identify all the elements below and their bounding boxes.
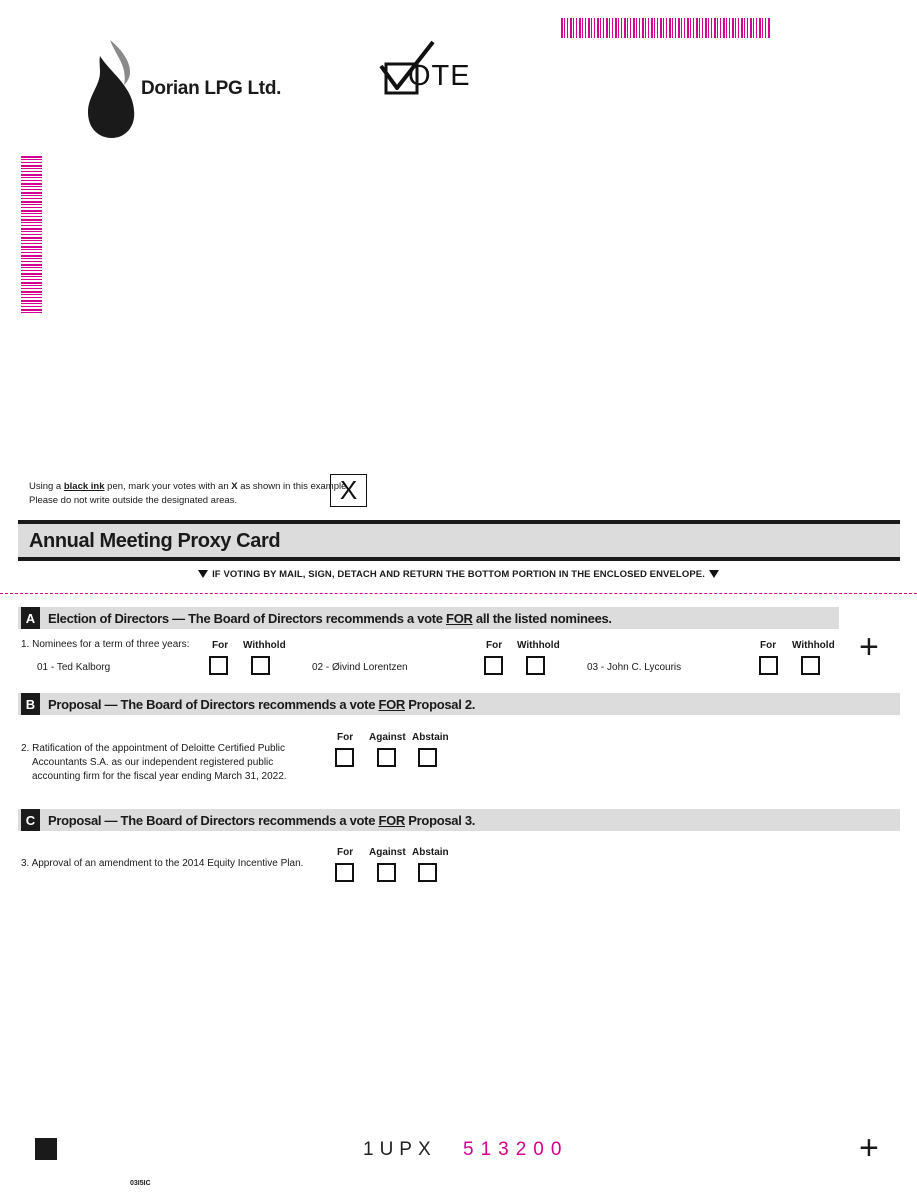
instruction-pre: Using a bbox=[29, 481, 64, 492]
side-barcode bbox=[21, 156, 42, 313]
card-title: Annual Meeting Proxy Card bbox=[29, 530, 281, 552]
nominee-2-withhold-checkbox[interactable] bbox=[526, 656, 545, 675]
proposal-2-line-1: 2. Ratification of the appointment of Deloitte Certified Public bbox=[21, 743, 286, 754]
instruction-x: X bbox=[231, 481, 238, 492]
section-a-letter: A bbox=[21, 607, 40, 629]
proposal-3-against-checkbox[interactable] bbox=[377, 863, 396, 882]
section-a-title-for: FOR bbox=[446, 611, 473, 626]
title-rule-bottom bbox=[18, 557, 900, 561]
form-code-small: 03I5IC bbox=[130, 1180, 151, 1187]
section-c-letter: C bbox=[21, 809, 40, 831]
p3-col-against: Against bbox=[369, 847, 406, 858]
section-b-title-pre: Proposal — The Board of Directors recommends a vote bbox=[48, 697, 379, 712]
section-b-title-post: Proposal 2. bbox=[404, 697, 476, 712]
section-a-title-post: all the listed nominees. bbox=[472, 611, 612, 626]
company-name: Dorian LPG Ltd. bbox=[141, 78, 282, 99]
instruction-line-2: Please do not write outside the designated areas. bbox=[29, 495, 238, 506]
col-withhold-3: Withhold bbox=[792, 640, 835, 651]
example-mark: X bbox=[339, 475, 358, 505]
col-withhold-2: Withhold bbox=[517, 640, 560, 651]
nominee-3-for-checkbox[interactable] bbox=[759, 656, 778, 675]
section-b-title bbox=[48, 697, 475, 712]
section-b-letter: B bbox=[21, 693, 40, 715]
detach-note-text: IF VOTING BY MAIL, SIGN, DETACH AND RETURN THE BOTTOM PORTION IN THE ENCLOSED ENVELOPE. bbox=[212, 569, 705, 580]
marking-instructions bbox=[29, 480, 349, 508]
detach-line bbox=[0, 593, 917, 594]
instruction-post: as shown in this example. bbox=[237, 481, 350, 492]
proposal-2-text bbox=[21, 742, 287, 784]
flame-logo-icon bbox=[86, 38, 141, 140]
registration-plus-mark-bottom: + bbox=[859, 1129, 879, 1167]
p3-col-abstain: Abstain bbox=[412, 847, 449, 858]
col-withhold-1: Withhold bbox=[243, 640, 286, 651]
proposal-2-line-3: accounting firm for the fiscal year ending March 31, 2022. bbox=[32, 771, 287, 782]
form-code-right: 513200 bbox=[463, 1139, 569, 1160]
section-c-title-post: Proposal 3. bbox=[404, 813, 476, 828]
form-code-left: 1UPX bbox=[363, 1139, 437, 1160]
section-a-title-pre: Election of Directors — The Board of Directors recommends a vote bbox=[48, 611, 447, 626]
nominee-3-withhold-checkbox[interactable] bbox=[801, 656, 820, 675]
instruction-black-ink: black ink bbox=[63, 481, 105, 492]
section-c-title-for: FOR bbox=[378, 813, 405, 828]
proposal-2-against-checkbox[interactable] bbox=[377, 748, 396, 767]
p2-col-against: Against bbox=[369, 732, 406, 743]
nominees-intro: 1. Nominees for a term of three years: bbox=[21, 639, 190, 650]
nominee-1-withhold-checkbox[interactable] bbox=[251, 656, 270, 675]
proposal-2-for-checkbox[interactable] bbox=[335, 748, 354, 767]
nominee-2-for-checkbox[interactable] bbox=[484, 656, 503, 675]
proposal-3-abstain-checkbox[interactable] bbox=[418, 863, 437, 882]
instruction-mid: pen, mark your votes with an bbox=[104, 481, 232, 492]
registration-plus-mark: + bbox=[859, 628, 879, 666]
p3-col-for: For bbox=[337, 847, 354, 858]
proposal-3-text: 3. Approval of an amendment to the 2014 Equity Incentive Plan. bbox=[21, 858, 304, 869]
vote-word: OTE bbox=[408, 60, 471, 92]
nominee-1-label: 01 - Ted Kalborg bbox=[37, 662, 111, 673]
top-barcode bbox=[561, 18, 771, 38]
triangle-down-icon bbox=[709, 570, 719, 578]
proposal-2-line-2: Accountants S.A. as our independent registered public bbox=[32, 757, 274, 768]
proposal-2-abstain-checkbox[interactable] bbox=[418, 748, 437, 767]
col-for-2: For bbox=[486, 640, 503, 651]
p2-col-for: For bbox=[337, 732, 354, 743]
nominee-2-label: 02 - Øivind Lorentzen bbox=[312, 662, 408, 673]
section-a-title bbox=[48, 611, 612, 626]
registration-square bbox=[35, 1138, 57, 1160]
col-for-3: For bbox=[760, 640, 777, 651]
p2-col-abstain: Abstain bbox=[412, 732, 449, 743]
section-c-title-pre: Proposal — The Board of Directors recommends a vote bbox=[48, 813, 379, 828]
nominee-1-for-checkbox[interactable] bbox=[209, 656, 228, 675]
nominee-3-label: 03 - John C. Lycouris bbox=[587, 662, 682, 673]
section-b-title-for: FOR bbox=[378, 697, 405, 712]
section-c-title bbox=[48, 813, 475, 828]
detach-note bbox=[0, 569, 917, 580]
proposal-3-for-checkbox[interactable] bbox=[335, 863, 354, 882]
col-for-1: For bbox=[212, 640, 229, 651]
example-mark-box bbox=[330, 474, 367, 507]
instruction-line-1 bbox=[29, 480, 349, 494]
triangle-down-icon bbox=[198, 570, 208, 578]
